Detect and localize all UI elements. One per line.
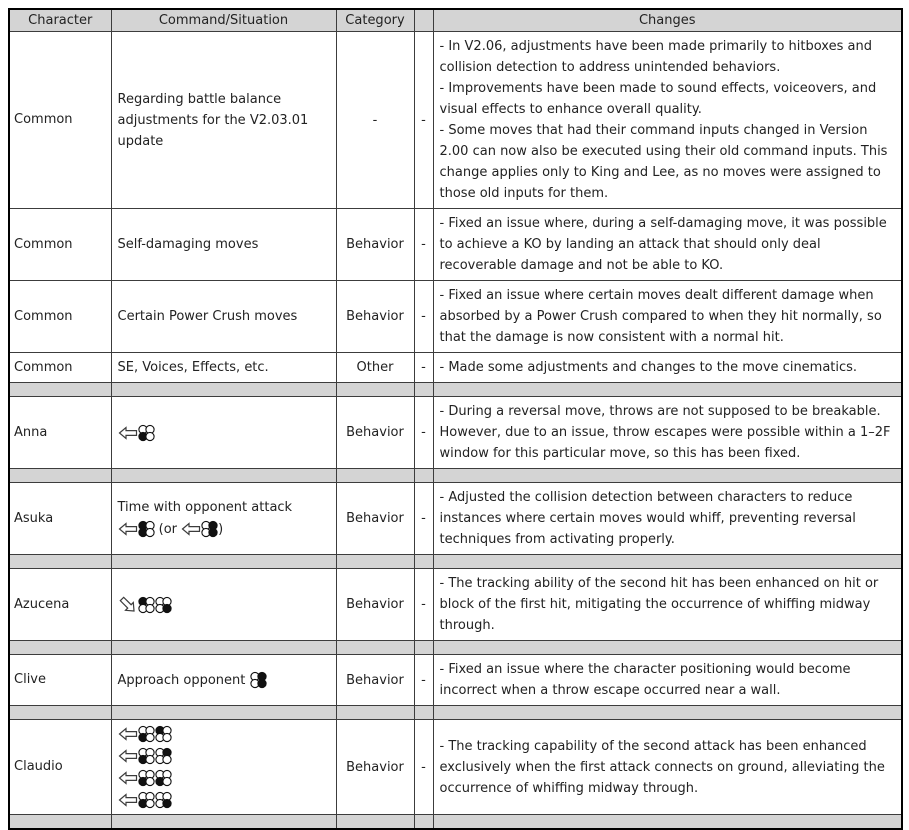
column-header-command-situation: Command/Situation [111, 9, 336, 32]
command-text: Time with opponent attack [117, 500, 293, 515]
change-bullet: - The tracking ability of the second hit has been enhanced on hit or block of the first hit, mitigating the occurrence of whiffing midway through. [439, 576, 879, 633]
command-situation-cell [111, 655, 336, 706]
spacer-row [9, 469, 902, 483]
left-arrow-icon [118, 790, 138, 810]
spacer-cell [433, 383, 902, 397]
left-arrow-icon [181, 519, 201, 539]
table-row [9, 720, 902, 815]
dash-cell: - [414, 397, 433, 469]
table-row [9, 397, 902, 469]
button-4-icon [155, 791, 172, 809]
spacer-cell [433, 469, 902, 483]
left-arrow-icon [118, 519, 138, 539]
dash-cell: - [414, 32, 433, 209]
button-3-icon [138, 747, 155, 765]
patch-table-body [9, 32, 902, 830]
table-row [9, 32, 902, 209]
category-cell: Behavior [336, 483, 414, 555]
character-cell: Azucena [9, 569, 111, 641]
spacer-row [9, 383, 902, 397]
table-row [9, 281, 902, 353]
change-bullet: - In V2.06, adjustments have been made primarily to hitboxes and collision detection to address unintended behaviors. [439, 39, 872, 75]
category-cell: Behavior [336, 281, 414, 353]
spacer-cell [414, 383, 433, 397]
left-arrow-icon [118, 724, 138, 744]
character-cell: Claudio [9, 720, 111, 815]
spacer-cell [433, 706, 902, 720]
change-bullet: - Fixed an issue where certain moves dealt different damage when absorbed by a Power Crush compared to when they hit normally, so that the damage is now consistent with a normal hit. [439, 288, 882, 345]
changes-cell [433, 569, 902, 641]
spacer-cell [433, 641, 902, 655]
category-cell: Behavior [336, 209, 414, 281]
column-header-category: Category [336, 9, 414, 32]
dash-cell: - [414, 209, 433, 281]
change-bullet: - During a reversal move, throws are not supposed to be breakable. However, due to an issue, throw escapes were possible within a 1–2F window for this particular move, so this has been fixed. [439, 404, 891, 461]
command-line [118, 518, 330, 540]
table-row [9, 483, 902, 555]
changes-cell [433, 281, 902, 353]
category-cell: - [336, 32, 414, 209]
spacer-cell [111, 641, 336, 655]
table-row [9, 353, 902, 383]
button-1-icon [155, 725, 172, 743]
category-cell: Behavior [336, 397, 414, 469]
button-3-icon [155, 769, 172, 787]
spacer-cell [111, 555, 336, 569]
column-header-changes: Changes [433, 9, 902, 32]
column-header-blank [414, 9, 433, 32]
button-1+3-icon [138, 520, 155, 538]
command-text: ) [218, 521, 224, 537]
button-4-icon [155, 596, 172, 614]
category-cell: Behavior [336, 569, 414, 641]
change-bullet: - Made some adjustments and changes to the move cinematics. [439, 360, 858, 375]
command-line [118, 234, 330, 255]
spacer-row [9, 706, 902, 720]
changes-cell [433, 209, 902, 281]
character-cell: Clive [9, 655, 111, 706]
patch-notes-table [8, 8, 903, 830]
command-situation-cell [111, 483, 336, 555]
spacer-cell [414, 469, 433, 483]
command-line [118, 422, 330, 444]
table-row [9, 209, 902, 281]
spacer-cell [414, 706, 433, 720]
spacer-cell [336, 641, 414, 655]
command-situation-cell [111, 281, 336, 353]
button-2+4-icon [250, 671, 267, 689]
spacer-cell [414, 555, 433, 569]
header-row [9, 9, 902, 32]
spacer-row [9, 641, 902, 655]
spacer-cell [336, 815, 414, 830]
command-line [118, 306, 330, 327]
dash-cell: - [414, 281, 433, 353]
changes-cell [433, 720, 902, 815]
dash-cell: - [414, 483, 433, 555]
change-bullet: - Improvements have been made to sound effects, voiceovers, and visual effects to enhance overall quality. [439, 81, 877, 117]
spacer-cell [9, 469, 111, 483]
change-bullet: - Fixed an issue where, during a self-damaging move, it was possible to achieve a KO by landing an attack that should only deal recoverable damage and not be able to KO. [439, 216, 887, 273]
spacer-cell [111, 815, 336, 830]
button-3-icon [138, 725, 155, 743]
command-line [118, 497, 330, 518]
changes-cell [433, 32, 902, 209]
spacer-cell [336, 469, 414, 483]
left-arrow-icon [118, 746, 138, 766]
command-text: Self-damaging moves [117, 237, 259, 252]
spacer-row [9, 555, 902, 569]
spacer-cell [9, 555, 111, 569]
change-bullet: - Adjusted the collision detection between characters to reduce instances where certain moves would whiff, preventing reversal techniques from activating properly. [439, 490, 856, 547]
button-3-icon [138, 791, 155, 809]
spacer-cell [9, 383, 111, 397]
category-cell: Behavior [336, 655, 414, 706]
spacer-cell [433, 815, 902, 830]
button-2+4-icon [201, 520, 218, 538]
character-cell: Common [9, 209, 111, 281]
spacer-cell [111, 469, 336, 483]
command-text: SE, Voices, Effects, etc. [117, 360, 269, 375]
command-line [118, 789, 330, 811]
command-situation-cell [111, 32, 336, 209]
down-forward-arrow-icon [118, 595, 138, 615]
spacer-cell [9, 641, 111, 655]
command-situation-cell [111, 569, 336, 641]
spacer-cell [414, 815, 433, 830]
left-arrow-icon [118, 768, 138, 788]
column-header-character: Character [9, 9, 111, 32]
command-situation-cell [111, 353, 336, 383]
spacer-cell [336, 555, 414, 569]
dash-cell: - [414, 655, 433, 706]
character-cell: Common [9, 353, 111, 383]
category-cell: Behavior [336, 720, 414, 815]
change-bullet: - Fixed an issue where the character positioning would become incorrect when a throw escape occurred near a wall. [439, 662, 851, 698]
changes-cell [433, 353, 902, 383]
spacer-cell [336, 383, 414, 397]
button-2-icon [155, 747, 172, 765]
command-line [118, 723, 330, 745]
command-line [118, 89, 330, 152]
changes-cell [433, 655, 902, 706]
table-header [9, 9, 902, 32]
button-1-icon [138, 596, 155, 614]
spacer-cell [414, 641, 433, 655]
button-3-icon [138, 769, 155, 787]
command-line [118, 669, 330, 691]
spacer-cell [111, 383, 336, 397]
command-text: Certain Power Crush moves [117, 309, 298, 324]
character-cell: Asuka [9, 483, 111, 555]
command-line [118, 767, 330, 789]
table-row [9, 655, 902, 706]
change-bullet: - The tracking capability of the second attack has been enhanced exclusively when the first attack connects on ground, alleviating the occurrence of whiffing midway through. [439, 738, 885, 796]
spacer-cell [433, 555, 902, 569]
category-cell: Other [336, 353, 414, 383]
spacer-cell [9, 706, 111, 720]
character-cell: Common [9, 281, 111, 353]
spacer-cell [111, 706, 336, 720]
dash-cell: - [414, 569, 433, 641]
command-situation-cell [111, 209, 336, 281]
changes-cell [433, 397, 902, 469]
table-row [9, 569, 902, 641]
dash-cell: - [414, 353, 433, 383]
command-text: (or [154, 521, 182, 537]
dash-cell: - [414, 720, 433, 815]
spacer-cell [336, 706, 414, 720]
change-bullet: - Some moves that had their command inputs changed in Version 2.00 can now also be executed using their old command inputs. This change applies only to King and Lee, as no moves were assigned to those old inputs for them. [439, 123, 888, 201]
command-text: Approach opponent [117, 672, 250, 688]
command-situation-cell [111, 720, 336, 815]
command-line [118, 745, 330, 767]
command-text: Regarding battle balance adjustments for the V2.03.01 update [117, 91, 313, 149]
command-line [118, 357, 330, 378]
button-3-icon [138, 424, 155, 442]
character-cell: Anna [9, 397, 111, 469]
spacer-row [9, 815, 902, 830]
left-arrow-icon [118, 423, 138, 443]
character-cell: Common [9, 32, 111, 209]
command-situation-cell [111, 397, 336, 469]
changes-cell [433, 483, 902, 555]
spacer-cell [9, 815, 111, 830]
command-line [118, 594, 330, 616]
